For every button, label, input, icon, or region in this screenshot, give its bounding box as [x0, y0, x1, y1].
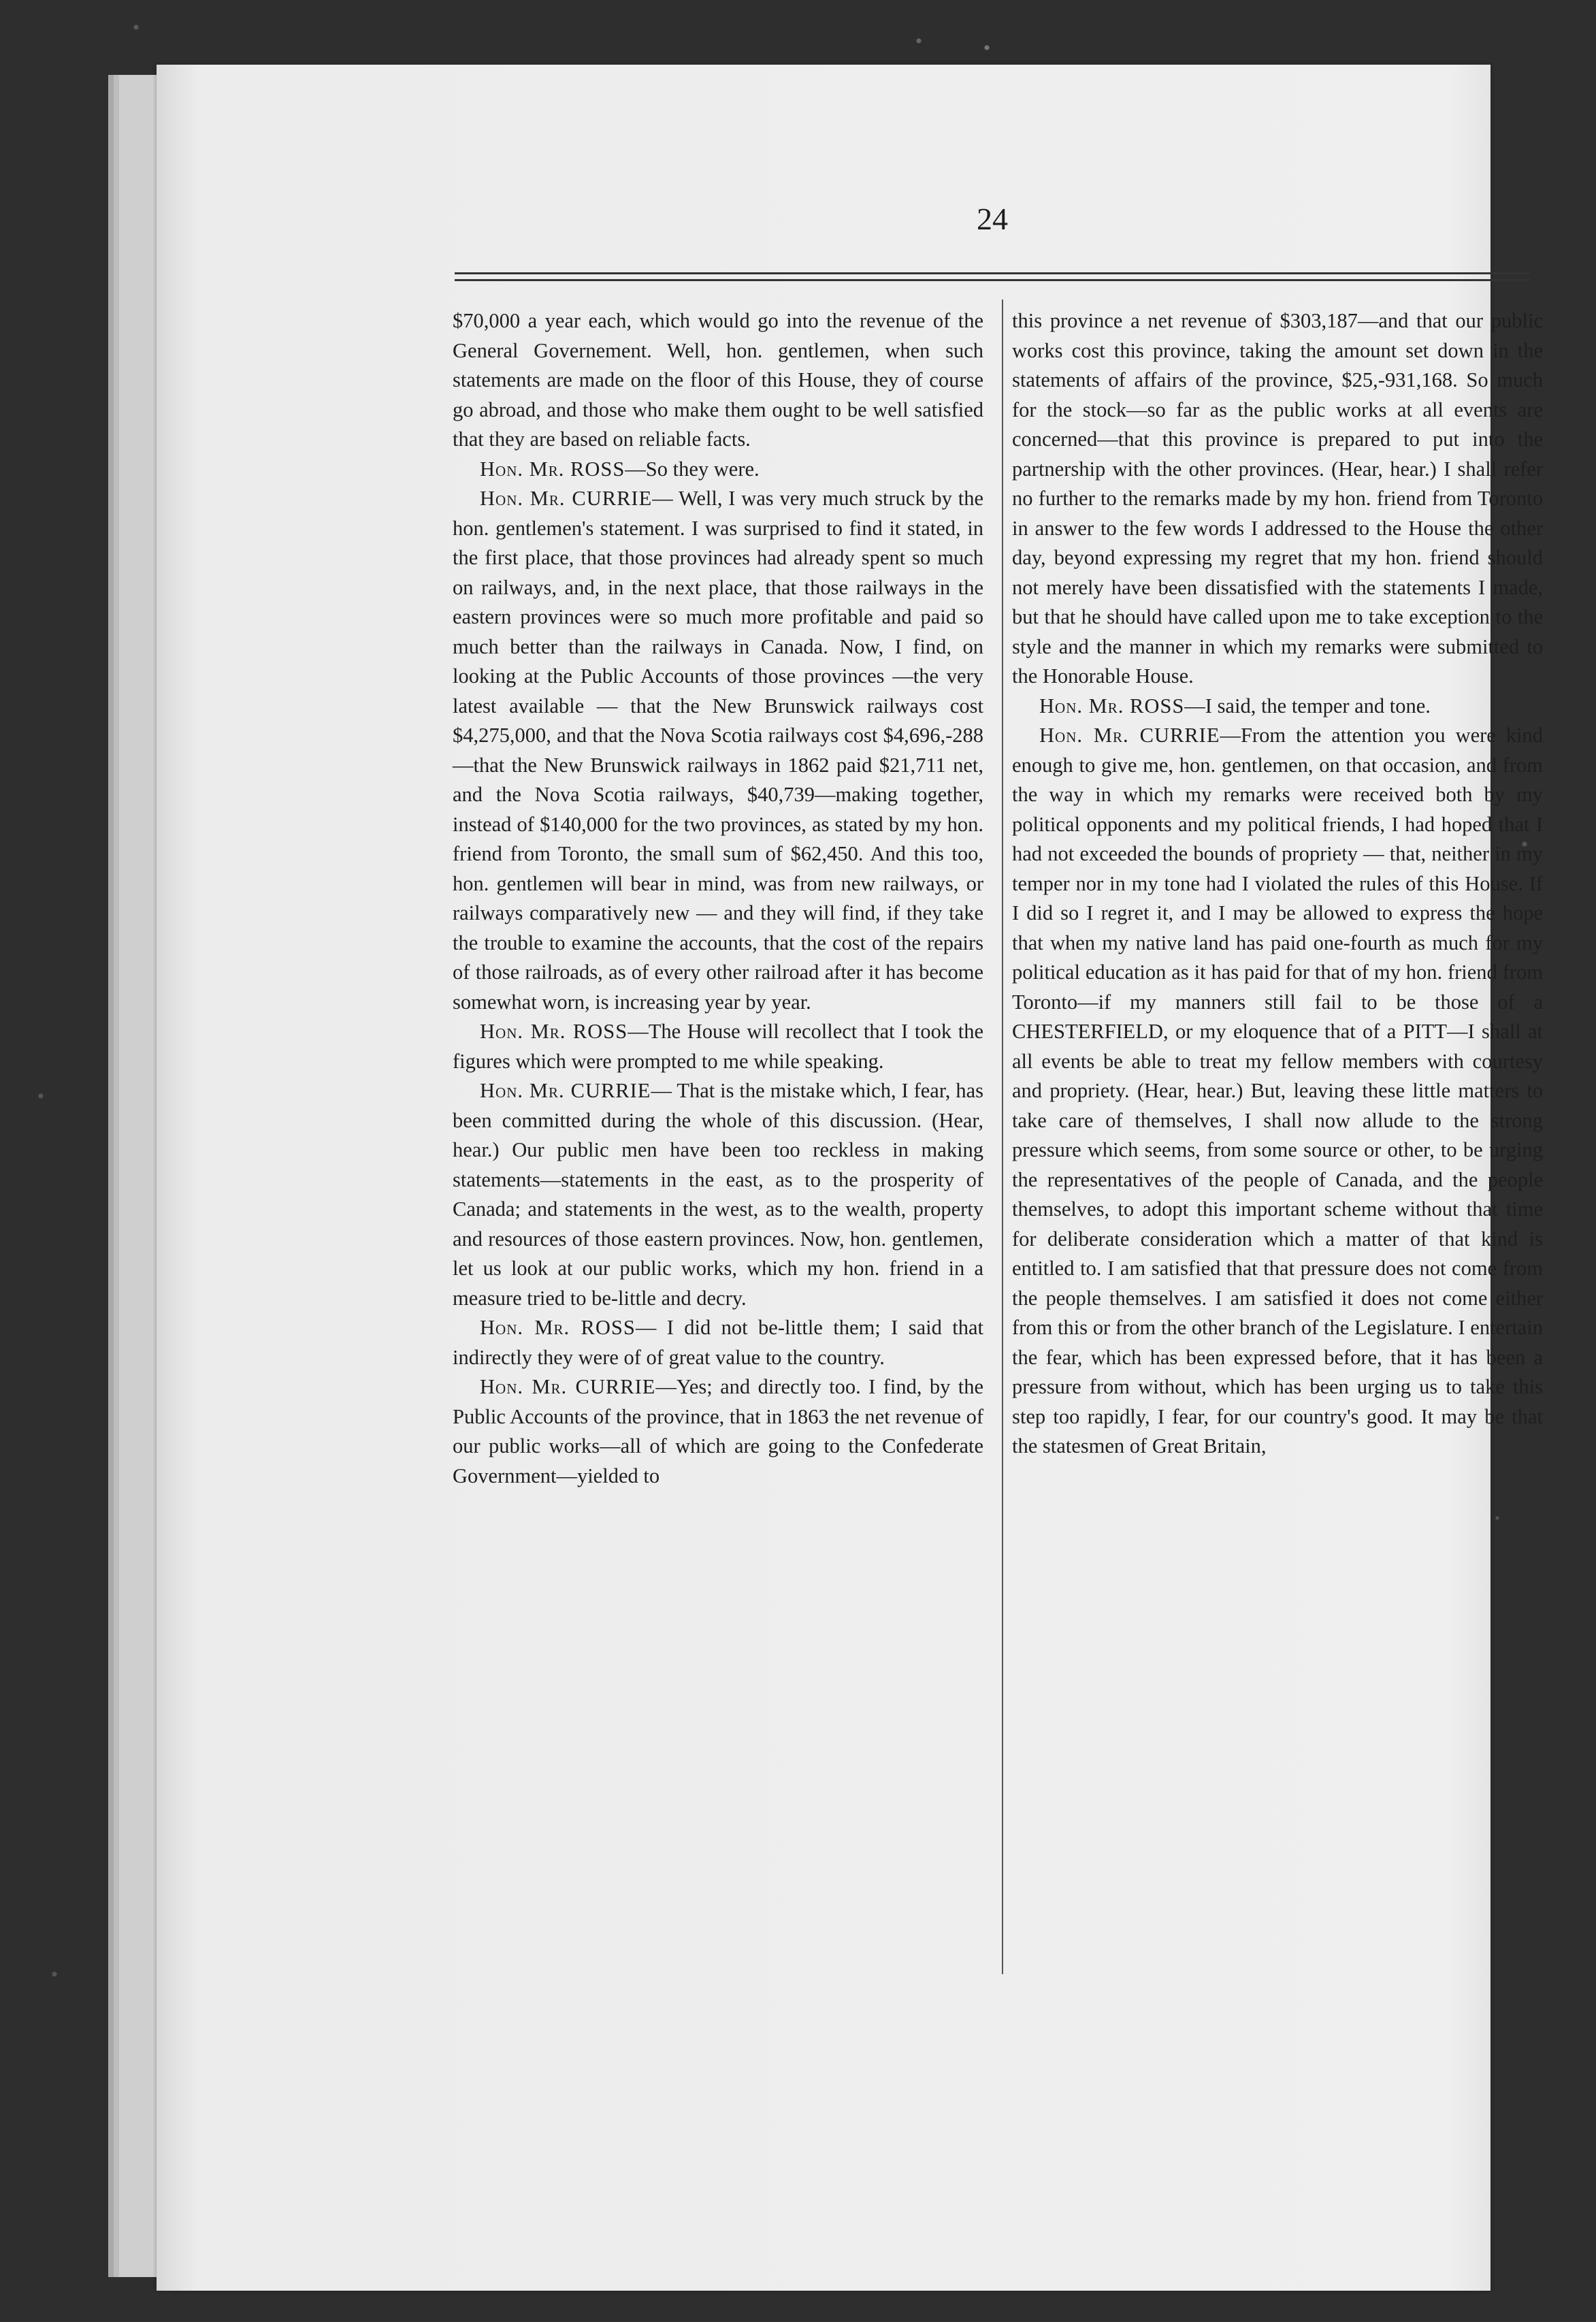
- speaker: Hon. Mr. ROSS: [1039, 694, 1185, 717]
- paragraph-text: this province a net revenue of $303,187—and that our public works cost this province, taking the amount set down in the statements of affairs of the province, $25,-931,168. So much for the stock—so far as the public works at all events are concerned—that this province is prepared to put into the partnership with the other provinces. (Hear, hear.) I shall refer no further to the remarks made by my hon. friend from Toronto in answer to the few words I addressed to the House the other day, beyond expressing my regret that my hon. friend should not merely have been dissatisfied with the statements I made, but that he should have called upon me to take exception to the style and the manner in which my remarks were submitted to the Honorable House.: [1012, 309, 1543, 688]
- speaker: Hon. Mr. ROSS: [480, 1316, 636, 1339]
- paragraph: [453, 1313, 983, 1372]
- paragraph-text: $70,000 a year each, which would go into the revenue of the General Governement. Well, hon. gentlemen, when such statements are made on the floor of this House, they of course go abroad, and those who make them ought to be well satisfied that they are based on reliable facts.: [453, 309, 983, 451]
- paragraph-text: — That is the mistake which, I fear, has been committed during the whole of this discussion. (Hear, hear.) Our public men have been too reckless in making statements—statements in the east, as to the prosperity of Canada; and statements in the west, as to the wealth, property and resources of those eastern provinces. Now, hon. gentlemen, let us look at our public works, which my hon. friend in a measure tried to be-little and decry.: [453, 1079, 983, 1310]
- paragraph: [1012, 692, 1543, 722]
- paragraph: [1012, 306, 1543, 692]
- speaker: Hon. Mr. CURRIE: [480, 487, 653, 510]
- paragraph: [453, 1017, 983, 1076]
- right-column: [1012, 306, 1543, 1462]
- header-rule-top: [455, 272, 1530, 274]
- paragraph: [453, 1076, 983, 1313]
- speaker: Hon. Mr. CURRIE: [1039, 724, 1220, 747]
- paragraph: [453, 455, 983, 485]
- left-column: [453, 306, 983, 1491]
- paragraph-text: —Yes; and directly too. I find, by the Public Accounts of the province, that in 1863 the net revenue of our public works—all of which are going to the Confederate Government—yielded to: [453, 1375, 984, 1487]
- header-rule-bottom: [455, 279, 1530, 281]
- paragraph: [453, 1372, 983, 1491]
- paragraph: [453, 484, 983, 1017]
- speaker: Hon. Mr. ROSS: [480, 457, 625, 481]
- paragraph-text: —From the attention you were kind enough to give me, hon. gentlemen, on that occasion, and from the way in which my remarks were received both by my political opponents and my political friends, I had hoped that I had not exceeded the bounds of propriety — that, neither in my temper nor in my tone had I violated the rules of this House. If I did so I regret it, and I may be allowed to express the hope that when my native land has paid one-fourth as much for my political education as it has paid for that of my hon. friend from Toronto—if my manners still fail to be those of a CHESTERFIELD, or my eloquence that of a PITT—I shall at all events be able to treat my fellow members with courtesy and propriety. (Hear, hear.) But, leaving these little matters to take care of themselves, I shall now allude to the strong pressure which seems, from some source or other, to be urging the representatives of the people of Canada, and the people themselves, to adopt this important scheme without that time for deliberate consideration which a matter of that kind is entitled to. I am satisfied that that pressure does not come from the people themselves. I am satisfied it does not come either from this or from the other branch of the Legislature. I entertain the fear, which has been expressed before, that it has been a pressure from without, which has been urging us to take this step too rapidly, I fear, for our country's good. It may be that the statesmen of Great Britain,: [1012, 724, 1543, 1457]
- speaker: Hon. Mr. CURRIE: [480, 1079, 651, 1102]
- column-divider: [1002, 300, 1003, 1974]
- page-number: 24: [977, 201, 1008, 236]
- paragraph-text: —So they were.: [625, 457, 760, 481]
- paragraph-text: —The House will recollect that I took the figures which were prompted to me while speaking.: [453, 1020, 984, 1073]
- paragraph-text: —I said, the temper and tone.: [1184, 694, 1431, 717]
- speaker: Hon. Mr. CURRIE: [480, 1375, 656, 1398]
- paragraph: [453, 306, 983, 455]
- paragraph-text: — I did not be-little them; I said that indirectly they were of of great value to the country.: [453, 1316, 984, 1369]
- paragraph-text: — Well, I was very much struck by the hon. gentlemen's statement. I was surprised to find it stated, in the first place, that those provinces had already spent so much on railways, and, in the next place, that those railways in the eastern provinces were so much more profitable and paid so much better than the railways in Canada. Now, I find, on looking at the Public Accounts of those provinces —the very latest available — that the New Brunswick railways cost $4,275,000, and that the Nova Scotia railways cost $4,696,-288—that the New Brunswick railways in 1862 paid $21,711 net, and the Nova Scotia railways, $40,739—making together, instead of $140,000 for the two provinces, as stated by my hon. friend from Toronto, the small sum of $62,450. And this too, hon. gentlemen will bear in mind, was from new railways, or railways comparatively new — and they will find, if they take the trouble to examine the accounts, that the cost of the repairs of those railroads, as of every other railroad after it has become somewhat worn, is increasing year by year.: [453, 487, 984, 1014]
- speaker: Hon. Mr. ROSS: [480, 1020, 628, 1043]
- paragraph: [1012, 721, 1543, 1462]
